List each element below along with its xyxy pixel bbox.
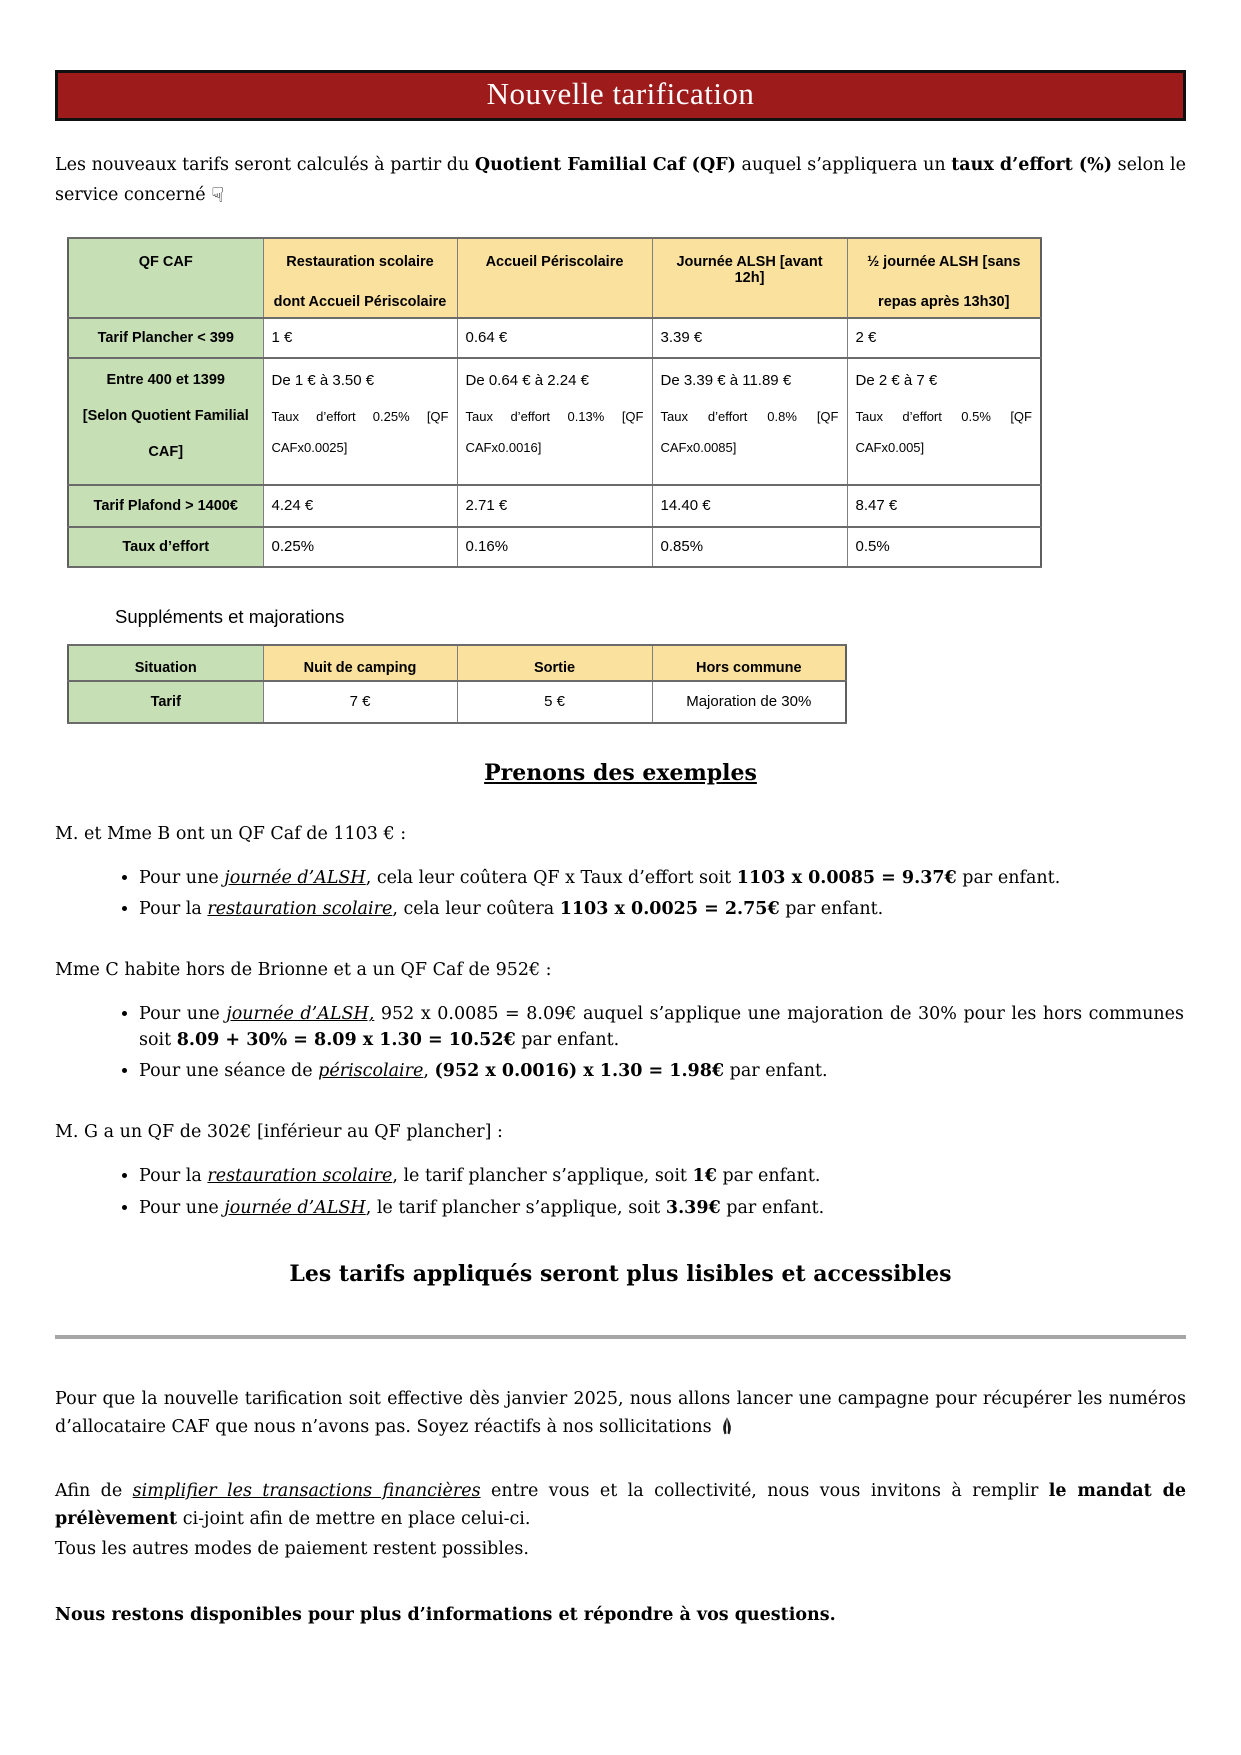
cell-formula: Taux d’effort 0.13% [QF CAFx0.0016] <box>465 408 644 456</box>
section-divider <box>55 1335 1186 1339</box>
row-label-entre <box>68 358 263 485</box>
cell-plancher-demi-journee: 2 € <box>847 318 1041 358</box>
bullet-text: Pour une <box>139 867 225 888</box>
bullet-text: Pour la <box>139 1166 208 1187</box>
example2-intro: Mme C habite hors de Brionne et a un QF Caf de 952€ : <box>55 960 552 981</box>
intro-text-1: Les nouveaux tarifs seront calculés à partir du <box>55 155 475 175</box>
praying-hands-icon <box>717 1416 737 1445</box>
bullet-calc: (952 x 0.0016) x 1.30 = 1.98€ <box>434 1061 725 1082</box>
cell-plafond-journee: 14.40 € <box>652 485 847 527</box>
cell-plancher-restauration: 1 € <box>263 318 457 358</box>
bullet-text: , le tarif plancher s’applique, soit <box>365 1197 666 1218</box>
header-journee-alsh: Journée ALSH [avant 12h] <box>652 238 847 318</box>
bullet-calc: 1103 x 0.0085 = 9.37€ <box>736 867 957 888</box>
row-label-plafond: Tarif Plafond > 1400€ <box>68 485 263 527</box>
bullet-calc: 8.09 + 30% = 8.09 x 1.30 = 10.52€ <box>176 1029 516 1050</box>
bullet-service: journée d’ALSH, <box>226 1004 375 1025</box>
cell-nuit-camping: 7 € <box>263 681 457 723</box>
row-entre-400-1399 <box>68 358 1041 485</box>
bullet-text: 952 x 0.0085 = 8.09€ auquel s’applique une majoration de 30% pour les hors communes soit <box>139 1004 1185 1050</box>
cell-formula: Taux d’effort 0.8% [QF CAFx0.0085] <box>660 408 839 456</box>
bullet-text: , le tarif plancher s’applique, soit <box>392 1166 693 1187</box>
header-restauration <box>263 238 457 318</box>
footer-text: ci-joint afin de mettre en place celui-ci. <box>177 1509 531 1530</box>
cell-range: De 2 € à 7 € <box>855 371 938 389</box>
bullet-service: périscolaire <box>318 1061 424 1082</box>
header-qf-caf: QF CAF <box>68 238 263 318</box>
cell-plafond-demi-journee: 8.47 € <box>847 485 1041 527</box>
supplements-header-row <box>68 645 846 681</box>
bullet-text: Pour une <box>139 1004 227 1025</box>
bullet-item <box>139 866 1186 891</box>
cell-plancher-periscolaire: 0.64 € <box>457 318 652 358</box>
footer-text: Afin de <box>55 1481 133 1502</box>
header-demi-journee-line2: repas après 13h30] <box>878 293 1010 310</box>
cell-entre-periscolaire <box>457 358 652 485</box>
header-periscolaire: Accueil Périscolaire <box>457 238 652 318</box>
bullet-item <box>139 1002 1186 1053</box>
cell-formula: Taux d’effort 0.5% [QF CAFx0.005] <box>855 408 1032 456</box>
intro-text-2: auquel s’appliquera un <box>735 155 952 175</box>
bullet-text: Pour une séance de <box>139 1061 319 1082</box>
tariff-table <box>67 237 1042 568</box>
example1-bullets <box>55 866 1186 923</box>
cell-plancher-journee: 3.39 € <box>652 318 847 358</box>
footer-italic: simplifier les transactions financières <box>132 1481 481 1502</box>
cell-entre-demi-journee <box>847 358 1041 485</box>
bullet-service: journée d’ALSH <box>224 867 366 888</box>
header-hors-commune: Hors commune <box>652 645 846 681</box>
cell-hors-commune: Majoration de 30% <box>652 681 846 723</box>
footer-paragraph-campagne <box>55 1385 1186 1445</box>
bullet-service: journée d’ALSH <box>224 1197 366 1218</box>
bullet-text: par enfant. <box>779 898 884 919</box>
row-tarif-plancher <box>68 318 1041 358</box>
bullet-text: par enfant. <box>716 1166 821 1187</box>
footer-bold-mandat: le mandat de prélèvement <box>55 1481 1186 1530</box>
footer-paragraph-disponibles: Nous restons disponibles pour plus d’informations et répondre à vos questions. <box>55 1605 836 1626</box>
intro-bold-taux: taux d’effort (%) <box>951 155 1113 175</box>
row-label-entre-line1: Entre 400 et 1399 <box>106 371 225 388</box>
page-title: Nouvelle tarification <box>486 76 755 111</box>
bullet-calc: 3.39€ <box>665 1197 721 1218</box>
row-label-entre-line3: CAF] <box>148 443 184 460</box>
example3-intro: M. G a un QF de 302€ [inférieur au QF plancher] : <box>55 1122 503 1143</box>
document-title-banner <box>55 70 1186 121</box>
bullet-service: restauration scolaire <box>207 1166 393 1187</box>
bullet-text: Pour une <box>139 1197 225 1218</box>
footer-paragraph-paiement: Tous les autres modes de paiement restent possibles. <box>55 1539 529 1560</box>
row-label-tarif: Tarif <box>68 681 263 723</box>
bullet-calc: 1€ <box>692 1166 717 1187</box>
tariff-table-header-row <box>68 238 1041 318</box>
row-label-entre-line2: [Selon Quotient Familial <box>82 407 249 424</box>
row-tarif-plafond <box>68 485 1041 527</box>
pointing-down-icon: ☟ <box>211 183 225 207</box>
intro-text-3: selon le service concerné <box>55 155 1186 205</box>
cell-taux-demi-journee: 0.5% <box>847 527 1041 567</box>
bullet-text: par enfant. <box>724 1061 828 1082</box>
footer-text: entre vous et la collectivité, nous vous invitons à remplir <box>480 1481 1049 1502</box>
header-restauration-line1: Restauration scolaire <box>286 253 434 270</box>
row-label-taux: Taux d’effort <box>68 527 263 567</box>
bullet-text: par enfant. <box>720 1197 825 1218</box>
intro-bold-qf: Quotient Familial Caf (QF) <box>474 155 736 175</box>
bullet-calc: 1103 x 0.0025 = 2.75€ <box>559 898 780 919</box>
cell-range: De 1 € à 3.50 € <box>271 371 375 389</box>
bullet-item <box>139 1164 1186 1189</box>
document-page <box>0 70 1241 1689</box>
example1-intro: M. et Mme B ont un QF Caf de 1103 € : <box>55 823 407 844</box>
closing-heading: Les tarifs appliqués seront plus lisibles et accessibles <box>289 1261 952 1288</box>
footer-text: Pour que la nouvelle tarification soit effective dès janvier 2025, nous allons lancer une campagne pour récupérer les numéros d’allocataire CAF que nous n’avons pas. Soyez réactifs à nos sollicitations <box>55 1389 1186 1438</box>
cell-taux-restauration: 0.25% <box>263 527 457 567</box>
row-taux-effort <box>68 527 1041 567</box>
header-restauration-line2: dont Accueil Périscolaire <box>273 293 447 310</box>
cell-sortie: 5 € <box>457 681 652 723</box>
footer-paragraph-mandat <box>55 1477 1186 1533</box>
header-situation: Situation <box>68 645 263 681</box>
bullet-service: restauration scolaire <box>207 898 393 919</box>
cell-taux-periscolaire: 0.16% <box>457 527 652 567</box>
header-sortie: Sortie <box>457 645 652 681</box>
supplements-heading: Suppléments et majorations <box>115 605 345 627</box>
cell-range: De 0.64 € à 2.24 € <box>465 371 589 389</box>
header-demi-journee-line1: ½ journée ALSH [sans <box>867 253 1021 270</box>
cell-entre-journee <box>652 358 847 485</box>
bullet-text: Pour la <box>139 898 208 919</box>
cell-range: De 3.39 € à 11.89 € <box>660 371 792 389</box>
cell-formula: Taux d’effort 0.25% [QF CAFx0.0025] <box>271 408 449 456</box>
cell-entre-restauration <box>263 358 457 485</box>
cell-taux-journee: 0.85% <box>652 527 847 567</box>
supplements-tarif-row <box>68 681 846 723</box>
example2-bullets <box>55 1002 1186 1084</box>
cell-plafond-restauration: 4.24 € <box>263 485 457 527</box>
bullet-text: , cela leur coûtera QF x Taux d’effort soit <box>365 867 737 888</box>
bullet-item <box>139 1059 1186 1084</box>
intro-paragraph <box>55 151 1186 213</box>
header-demi-journee-alsh <box>847 238 1041 318</box>
bullet-text: , <box>423 1061 435 1082</box>
supplements-table <box>67 644 847 724</box>
header-nuit-camping: Nuit de camping <box>263 645 457 681</box>
bullet-item <box>139 1196 1186 1221</box>
examples-heading: Prenons des exemples <box>484 759 757 786</box>
example3-bullets <box>55 1164 1186 1221</box>
row-label-plancher: Tarif Plancher < 399 <box>68 318 263 358</box>
cell-plafond-periscolaire: 2.71 € <box>457 485 652 527</box>
bullet-text: par enfant. <box>956 867 1061 888</box>
bullet-item <box>139 897 1186 922</box>
bullet-text: par enfant. <box>515 1029 620 1050</box>
bullet-text: , cela leur coûtera <box>392 898 560 919</box>
